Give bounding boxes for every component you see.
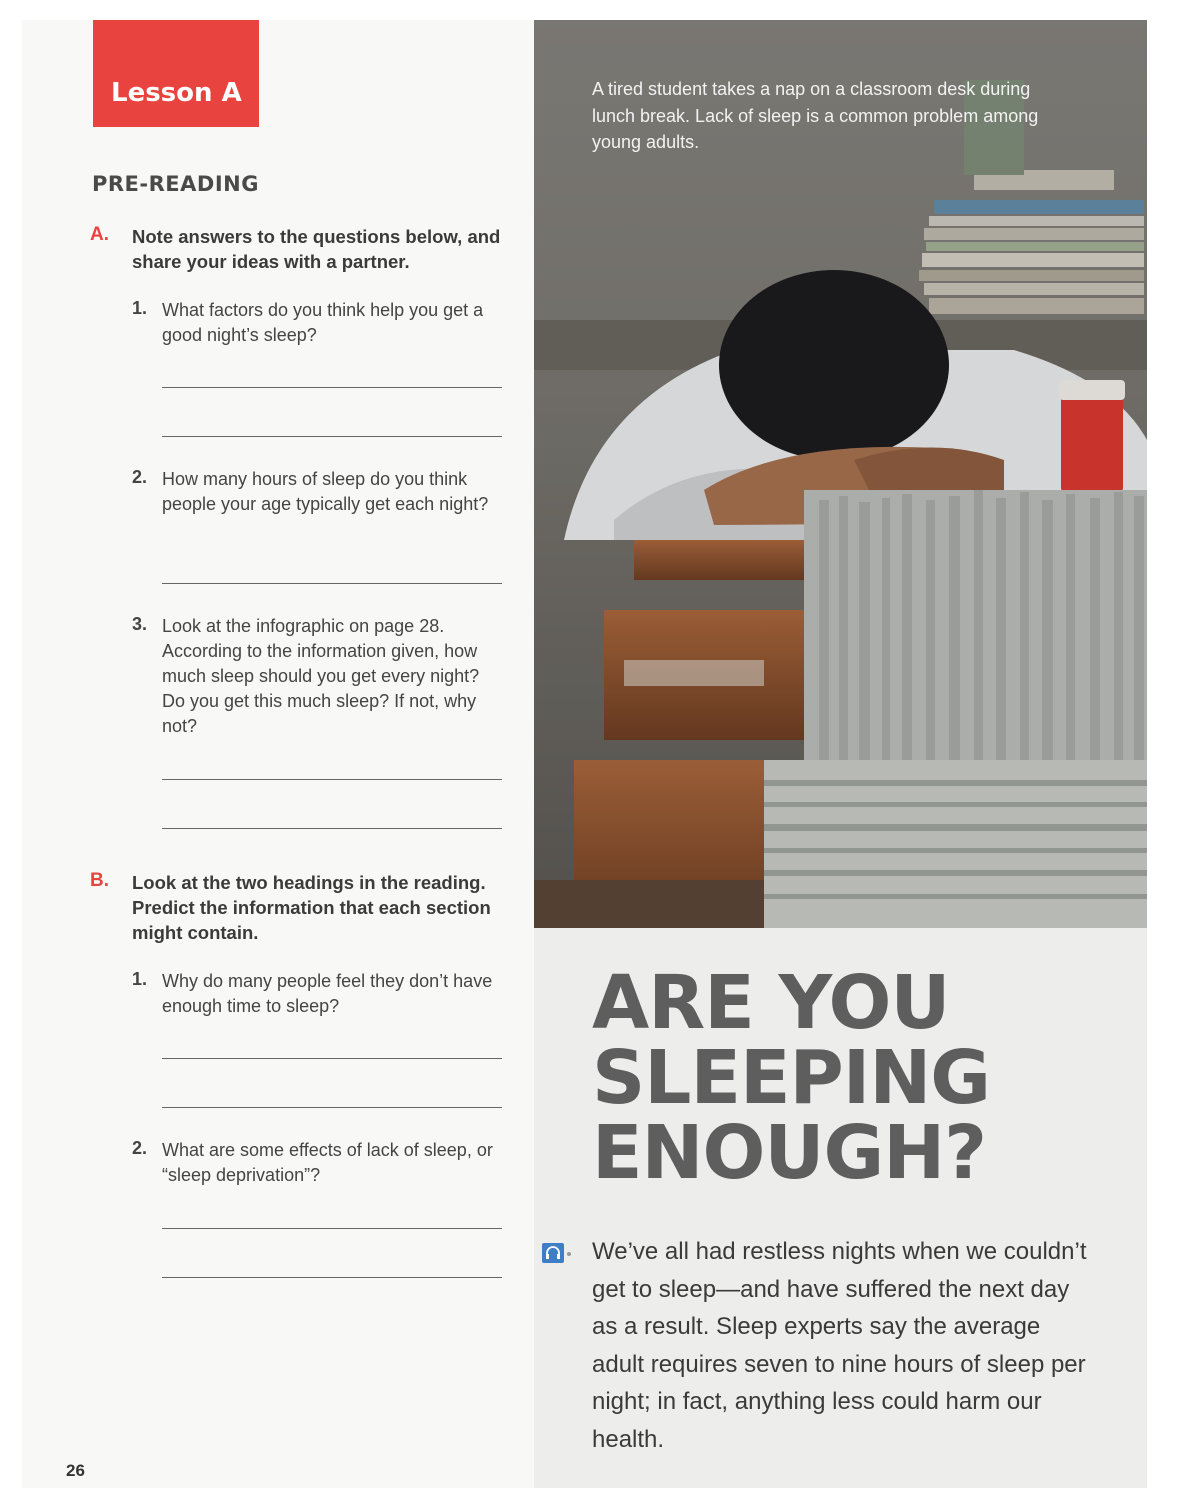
question-number: 2. [132, 1138, 148, 1158]
part-a-letter: A. [90, 224, 109, 245]
question-text: What are some effects of lack of sleep, or “sleep deprivation”? [162, 1140, 493, 1185]
title-line-2: SLEEPING [592, 1035, 990, 1121]
student-sleeping-photo [534, 20, 1147, 928]
question-number: 1. [132, 969, 148, 989]
answer-line-b2-1[interactable] [162, 1228, 502, 1229]
part-b-instruction: Look at the two headings in the reading. Predict the information that each section might contain. [132, 872, 491, 943]
article-title [592, 960, 1132, 1196]
track-marker [567, 1252, 571, 1256]
answer-line-b1-1[interactable] [162, 1058, 502, 1059]
part-b-letter: B. [90, 870, 109, 891]
page-number: 26 [66, 1461, 85, 1480]
section-heading: PRE-READING [92, 172, 259, 196]
answer-line-a1-2[interactable] [162, 436, 502, 437]
question-text: Look at the infographic on page 28. According to the information given, how much sleep should you get every night? Do you get this much sleep? If not, why not? [162, 616, 480, 736]
question-text: Why do many people feel they don’t have enough time to sleep? [162, 971, 493, 1016]
question-text: How many hours of sleep do you think people your age typically get each night? [162, 469, 489, 514]
article-body-paragraph: We’ve all had restless nights when we couldn’t get to sleep—and have suffered the next day as a result. Sleep experts say the average adult requires seven to nine hours of sleep per night; in fact, anything less could harm our health. [592, 1238, 1087, 1453]
photo-illustration [534, 20, 1147, 928]
question-text: What factors do you think help you get a good night’s sleep? [162, 300, 484, 345]
answer-line-a1-1[interactable] [162, 387, 502, 388]
answer-line-b2-2[interactable] [162, 1277, 502, 1278]
question-number: 3. [132, 614, 148, 634]
title-line-3: ENOUGH? [592, 1110, 987, 1196]
title-line-1: ARE YOU [592, 960, 950, 1046]
textbook-page [22, 20, 1147, 1488]
headphones-icon[interactable] [542, 1243, 564, 1263]
answer-line-b1-2[interactable] [162, 1107, 502, 1108]
lesson-tab: Lesson A [93, 20, 259, 127]
exercise-column [22, 20, 534, 1488]
answer-line-a3-1[interactable] [162, 779, 502, 780]
photo-caption: A tired student takes a nap on a classroom desk during lunch break. Lack of sleep is a common problem among young adults. [592, 79, 1039, 152]
article-column [534, 20, 1147, 1488]
part-a-instruction: Note answers to the questions below, and share your ideas with a partner. [132, 226, 501, 272]
question-number: 1. [132, 298, 148, 318]
answer-line-a2-1[interactable] [162, 583, 502, 584]
question-number: 2. [132, 467, 148, 487]
answer-line-a3-2[interactable] [162, 828, 502, 829]
